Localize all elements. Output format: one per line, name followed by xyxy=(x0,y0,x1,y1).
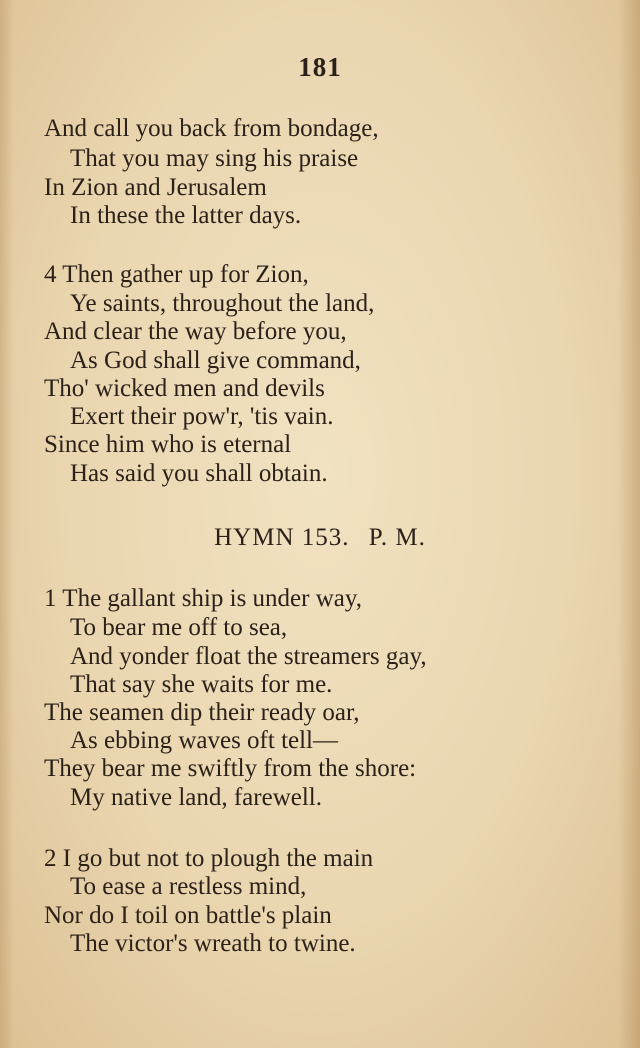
verse-line: To ease a restless mind, xyxy=(70,873,307,900)
verse-line: 1 The gallant ship is under way, xyxy=(44,585,362,612)
verse-line: As ebbing waves oft tell— xyxy=(70,727,339,754)
verse-line: That you may sing his praise xyxy=(70,145,359,172)
verse-line: Nor do I toil on battle's plain xyxy=(44,902,332,929)
hymn-heading xyxy=(0,524,640,552)
verse-line: To bear me off to sea, xyxy=(70,614,288,641)
verse-line: The seamen dip their ready oar, xyxy=(44,699,360,726)
verse-line: Tho' wicked men and devils xyxy=(44,375,325,402)
verse-line: Has said you shall obtain. xyxy=(70,460,328,487)
verse-line: Exert their pow'r, 'tis vain. xyxy=(70,403,334,430)
verse-line: Ye saints, throughout the land, xyxy=(70,290,375,317)
verse-line: As God shall give command, xyxy=(70,347,361,374)
verse-line: In these the latter days. xyxy=(70,202,302,229)
verse-line: My native land, farewell. xyxy=(70,784,322,811)
hymn-number: HYMN 153. xyxy=(214,524,350,551)
hymn-meter: P. M. xyxy=(368,524,426,551)
verse-line: And clear the way before you, xyxy=(44,318,347,345)
verse-line: Since him who is eternal xyxy=(44,431,292,458)
verse-line: The victor's wreath to twine. xyxy=(70,930,356,957)
verse-line: And yonder float the streamers gay, xyxy=(70,643,427,670)
page-number: 181 xyxy=(298,52,342,82)
verse-line: 2 I go but not to plough the main xyxy=(44,845,374,872)
verse-line: They bear me swiftly from the shore: xyxy=(44,755,417,782)
verse-line: That say she waits for me. xyxy=(70,671,333,698)
verse-line: 4 Then gather up for Zion, xyxy=(44,261,309,288)
verse-line: In Zion and Jerusalem xyxy=(44,174,267,201)
verse-line: And call you back from bondage, xyxy=(44,115,379,142)
